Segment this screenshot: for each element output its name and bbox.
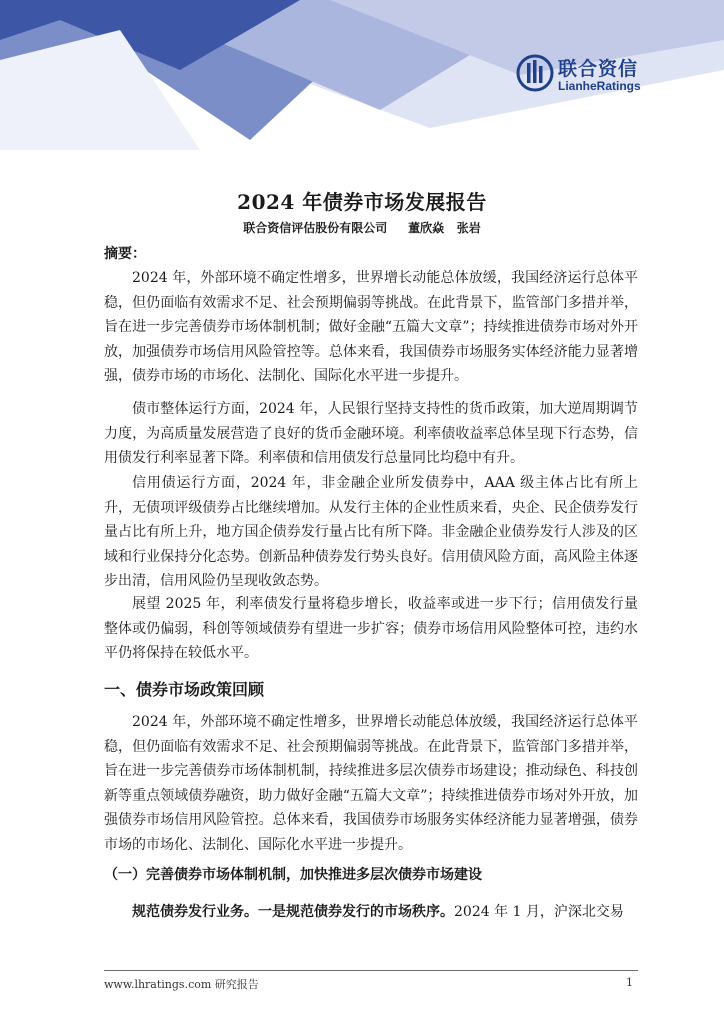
- report-title: 2024 年债券市场发展报告: [237, 190, 487, 214]
- report-authors: 联合资信评估股份有限公司 董欣焱 张岩: [243, 221, 481, 235]
- subsection-heading: （一）完善债券市场体制机制，加快推进多层次债券市场建设: [104, 867, 482, 883]
- logo-text-en: LianheRatings: [558, 79, 641, 93]
- abstract-label: 摘要：: [104, 246, 146, 262]
- page-number: 1: [626, 976, 633, 989]
- abstract-paragraph: 2024 年，外部环境不确定性增多，世界增长动能总体放缓，我国经济运行总体平稳，但仍面临有效需求不足、社会预期偏弱等挑战。在此背景下，监管部门多措并举，旨在进一步完善债券市场体制机制；做好金融“五篇大文章”；持续推进债券市场对外开放，加强债券市场信用风险管控等。总体来看，我国债券市场服务实体经济能力显著增强，债券市场的市场化、法制化、国际化水平进一步提升。: [104, 270, 638, 385]
- logo-text-cn: 联合资信: [558, 58, 639, 80]
- abstract-paragraph: 信用债运行方面，2024 年，非金融企业所发债券中，AAA 级主体占比有所上升，无债项评级债券占比继续增加。从发行主体的企业性质来看，央企、民企债券发行量占比有所上升，地方国企债券发行量占比有所下降。非金融企业债券发行人涉及的区域和行业保持分化态势。创新品种债券发行势头良好。信用债风险方面，高风险主体逐步出清，信用风险仍呈现收敛态势。: [104, 475, 638, 590]
- abstract-paragraph: 展望 2025 年，利率债发行量将稳步增长，收益率或进一步下行；信用债发行量整体或仍偏弱，科创等领域债券有望进一步扩容；债券市场信用风险整体可控，违约水平仍将保持在较低水平。: [104, 596, 638, 662]
- lianhe-logo-icon: [516, 54, 554, 92]
- lianhe-logo: [516, 54, 666, 94]
- footer-divider: [104, 970, 638, 971]
- section-heading: 一、债券市场政策回顾: [104, 680, 265, 699]
- bold-lead-text: 规范债券发行业务。一是规范债券发行的市场秩序。: [132, 904, 454, 920]
- abstract-paragraph: 债市整体运行方面，2024 年，人民银行坚持支持性的货币政策，加大逆周期调节力度，为高质量发展营造了良好的货币金融环境。利率债收益率总体呈现下行态势，信用债发行利率显著下降。利率债和信用债发行总量同比均稳中有升。: [104, 401, 638, 467]
- section-paragraph: 2024 年，外部环境不确定性增多，世界增长动能总体放缓，我国经济运行总体平稳，但仍面临有效需求不足、社会预期偏弱等挑战。在此背景下，监管部门多措并举，旨在进一步完善债券市场体制机制，持续推进多层次债券市场建设；推动绿色、科技创新等重点领域债券融资，助力做好金融“五篇大文章”；持续推进债券市场对外开放，加强债券市场信用风险管控。总体来看，我国债券市场服务实体经济能力显著增强，债券市场的市场化、法制化、国际化水平进一步提升。: [104, 714, 638, 853]
- section-paragraph-start: [104, 900, 638, 924]
- paragraph-text: 2024 年 1 月，沪深北交易: [454, 904, 624, 920]
- footer-site: www.lhratings.com 研究报告: [104, 978, 259, 991]
